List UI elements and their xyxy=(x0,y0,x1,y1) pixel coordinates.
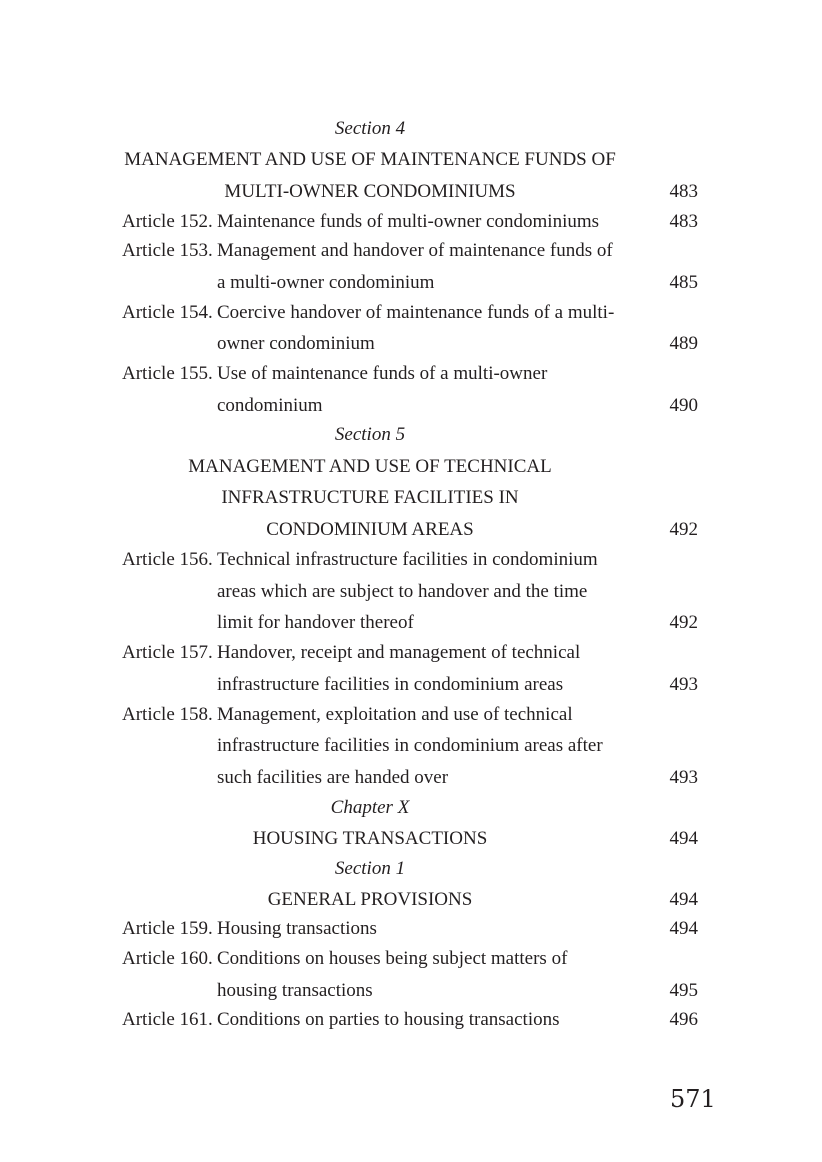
page-ref: 492 xyxy=(669,519,698,540)
article-title: Management, exploitation and use of technical xyxy=(217,704,573,725)
section-heading: Section 4 xyxy=(334,118,406,139)
chapter-heading: Chapter X xyxy=(330,797,410,818)
section-title: MANAGEMENT AND USE OF TECHNICAL xyxy=(188,456,552,477)
page-ref: 483 xyxy=(669,211,698,232)
section-title: INFRASTRUCTURE FACILITIES IN xyxy=(221,487,519,508)
page-ref: 483 xyxy=(669,181,698,202)
article-title: condominium xyxy=(217,395,323,416)
article-title: areas which are subject to handover and the time xyxy=(217,581,588,602)
page-ref: 496 xyxy=(669,1009,698,1030)
article-title: Maintenance funds of multi-owner condominiums xyxy=(217,211,600,232)
article-title: Handover, receipt and management of technical xyxy=(217,642,581,663)
article-number: Article 160. xyxy=(122,948,213,969)
page-ref: 490 xyxy=(669,395,698,416)
page-ref: 485 xyxy=(669,272,698,293)
article-title: a multi-owner condominium xyxy=(217,272,435,293)
section-title: MULTI-OWNER CONDOMINIUMS xyxy=(224,181,516,202)
article-title: Housing transactions xyxy=(217,918,377,939)
page-ref: 494 xyxy=(669,889,698,910)
page-ref: 489 xyxy=(669,333,698,354)
article-number: Article 155. xyxy=(122,363,213,384)
article-title: such facilities are handed over xyxy=(217,767,449,788)
article-title: infrastructure facilities in condominium areas after xyxy=(217,735,603,756)
article-title: Management and handover of maintenance funds of xyxy=(217,240,613,261)
section-title: CONDOMINIUM AREAS xyxy=(266,519,474,540)
article-number: Article 156. xyxy=(122,549,213,570)
article-number: Article 158. xyxy=(122,704,213,725)
page-ref: 492 xyxy=(669,612,698,633)
section-title: GENERAL PROVISIONS xyxy=(267,889,473,910)
article-title: housing transactions xyxy=(217,980,373,1001)
article-number: Article 153. xyxy=(122,240,213,261)
section-heading: Section 5 xyxy=(334,424,406,445)
article-number: Article 157. xyxy=(122,642,213,663)
chapter-title: HOUSING TRANSACTIONS xyxy=(252,828,488,849)
section-title: MANAGEMENT AND USE OF MAINTENANCE FUNDS OF xyxy=(124,149,616,170)
page-ref: 494 xyxy=(669,828,698,849)
section-heading: Section 1 xyxy=(334,858,406,879)
page-number: 571 xyxy=(670,1085,716,1113)
article-title: Use of maintenance funds of a multi-owner xyxy=(217,363,548,384)
page-ref: 494 xyxy=(669,918,698,939)
article-number: Article 154. xyxy=(122,302,213,323)
page-ref: 493 xyxy=(669,767,698,788)
page-ref: 495 xyxy=(669,980,698,1001)
article-number: Article 152. xyxy=(122,211,213,232)
article-number: Article 161. xyxy=(122,1009,213,1030)
article-title: owner condominium xyxy=(217,333,375,354)
article-title: Conditions on houses being subject matters of xyxy=(217,948,568,969)
article-title: Conditions on parties to housing transactions xyxy=(217,1009,560,1030)
page-ref: 493 xyxy=(669,674,698,695)
article-title: limit for handover thereof xyxy=(217,612,414,633)
article-title: Technical infrastructure facilities in condominium xyxy=(217,549,598,570)
article-title: infrastructure facilities in condominium areas xyxy=(217,674,564,695)
article-number: Article 159. xyxy=(122,918,213,939)
article-title: Coercive handover of maintenance funds of a multi- xyxy=(217,302,615,323)
